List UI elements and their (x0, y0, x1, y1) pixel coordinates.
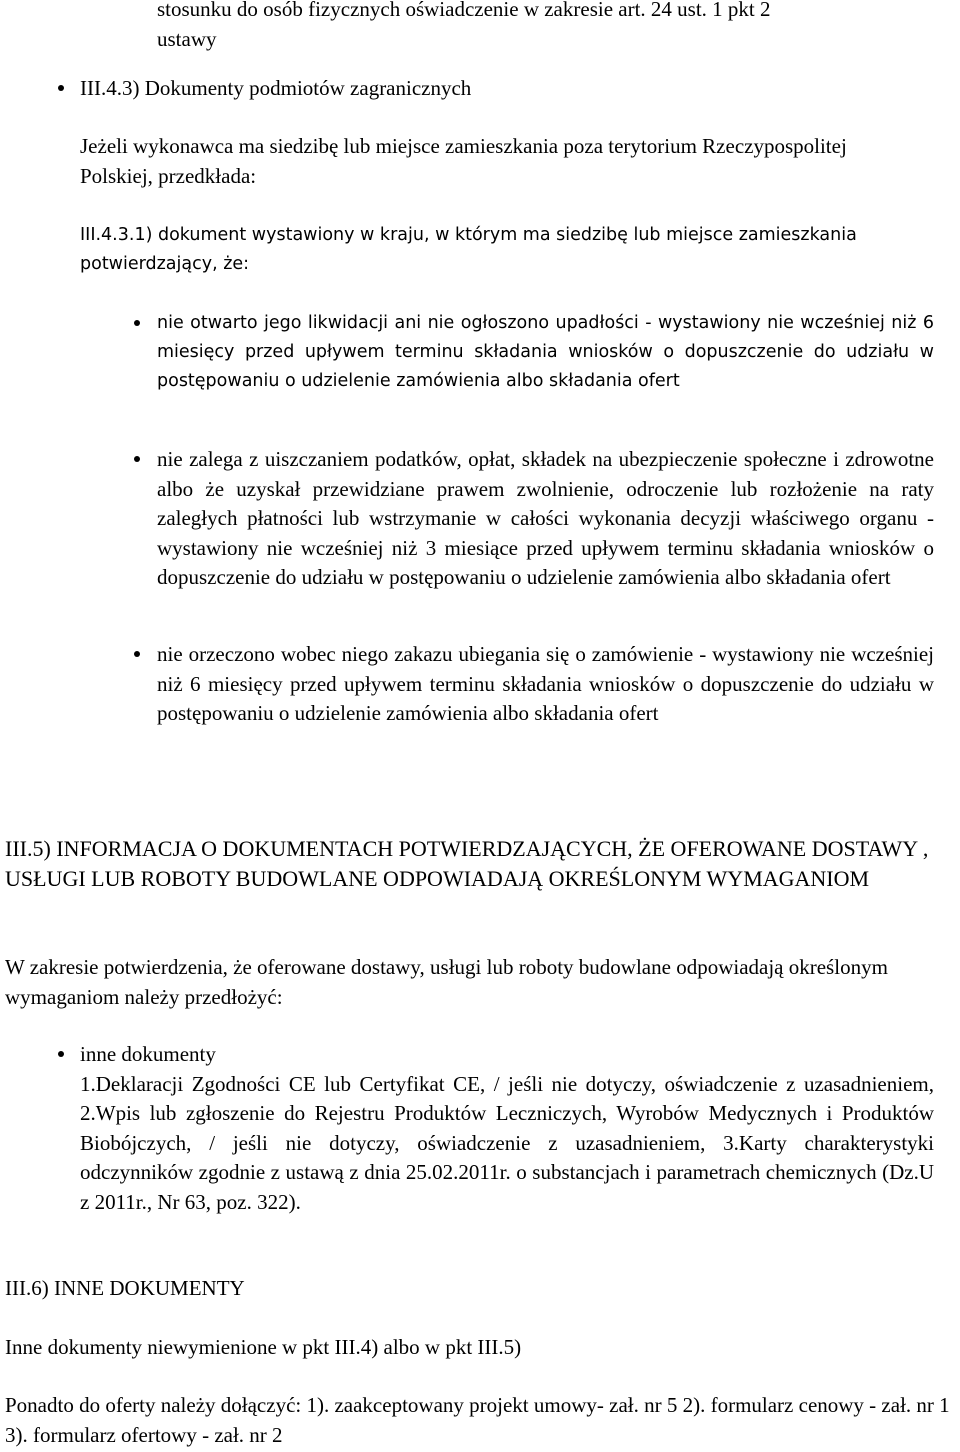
additional-documents-text: Ponadto do oferty należy dołączyć: 1). zaakceptowany projekt umowy- zał. nr 5 2). formularz cenowy - zał. nr 1 3). formularz ofertowy - zał. nr 2 (5, 1393, 950, 1447)
subsection-iii-4-3-1: III.4.3.1) dokument wystawiony w kraju, w którym ma siedzibę lub miejsce zamieszkania potwierdzający, że: (80, 225, 857, 274)
section-intro-iii-4-3: Jeżeli wykonawca ma siedzibę lub miejsce zamieszkania poza terytorium Rzeczypospolitej Polskiej, przedkłada: (80, 134, 847, 188)
bullet-icon (134, 456, 140, 462)
section-heading-iii-5: III.5) INFORMACJA O DOKUMENTACH POTWIERDZAJĄCYCH, ŻE OFEROWANE DOSTAWY , USŁUGI LUB ROBOTY BUDOWLANE ODPOWIADAJĄ OKREŚLONYM WYMAGANIOM (5, 836, 929, 891)
section-heading-iii-6: III.6) INNE DOKUMENTY (5, 1276, 245, 1300)
continuation-text: stosunku do osób fizycznych oświadczenie w zakresie art. 24 ust. 1 pkt 2 ustawy (157, 0, 771, 51)
section-intro-iii-5: W zakresie potwierdzenia, że oferowane dostawy, usługi lub roboty budowlane odpowiadają określonym wymaganiom należy przedłożyć: (5, 955, 888, 1009)
other-documents-text: Inne dokumenty niewymienione w pkt III.4) albo w pkt III.5) (5, 1335, 522, 1359)
list-item: nie orzeczono wobec niego zakazu ubiegania się o zamówienie - wystawiony nie wcześniej niż 6 miesięcy przed upływem terminu składania wniosków o dopuszczenie do udziału w postępowaniu o udzielenie zamówienia albo składania ofert (157, 642, 934, 725)
list-item-body: 1.Deklaracji Zgodności CE lub Certyfikat CE, / jeśli nie dotyczy, oświadczenie z uzasadnieniem, 2.Wpis lub zgłoszenie do Rejestru Produktów Leczniczych, Wyrobów Medycznych i Produktów Biobójczych, / jeśli nie dotyczy, oświadczenie z uzasadnieniem, 3.Karty charakterystyki odczynników zgodnie z ustawą z dnia 25.02.2011r. o substancjach i parametrach chemicznych (Dz.U z 2011r., Nr 63, poz. 322). (80, 1071, 934, 1214)
list-item-title: inne dokumenty (80, 1042, 216, 1066)
section-heading-iii-4-3: III.4.3) Dokumenty podmiotów zagranicznych (80, 76, 472, 100)
bullet-icon (134, 651, 140, 657)
bullet-icon (134, 320, 140, 326)
bullet-icon (58, 85, 64, 91)
list-item: nie zalega z uiszczaniem podatków, opłat, składek na ubezpieczenie społeczne i zdrowotne albo że uzyskał przewidziane prawem zwolnienie, odroczenie lub rozłożenie na raty zaległych płatności lub wstrzymanie w całości wykonania decyzji właściwego organu - wystawiony nie wcześniej niż 3 miesiące przed upływem terminu składania wniosków o dopuszczenie do udziału w postępowaniu o udzielenie zamówienia albo składania ofert (157, 447, 934, 589)
list-item: nie otwarto jego likwidacji ani nie ogłoszono upadłości - wystawiony nie wcześniej niż 6 miesięcy przed upływem terminu składania wniosków o dopuszczenie do udziału w postępowaniu o udzielenie zamówienia albo składania ofert (157, 313, 934, 391)
bullet-icon (58, 1051, 64, 1057)
